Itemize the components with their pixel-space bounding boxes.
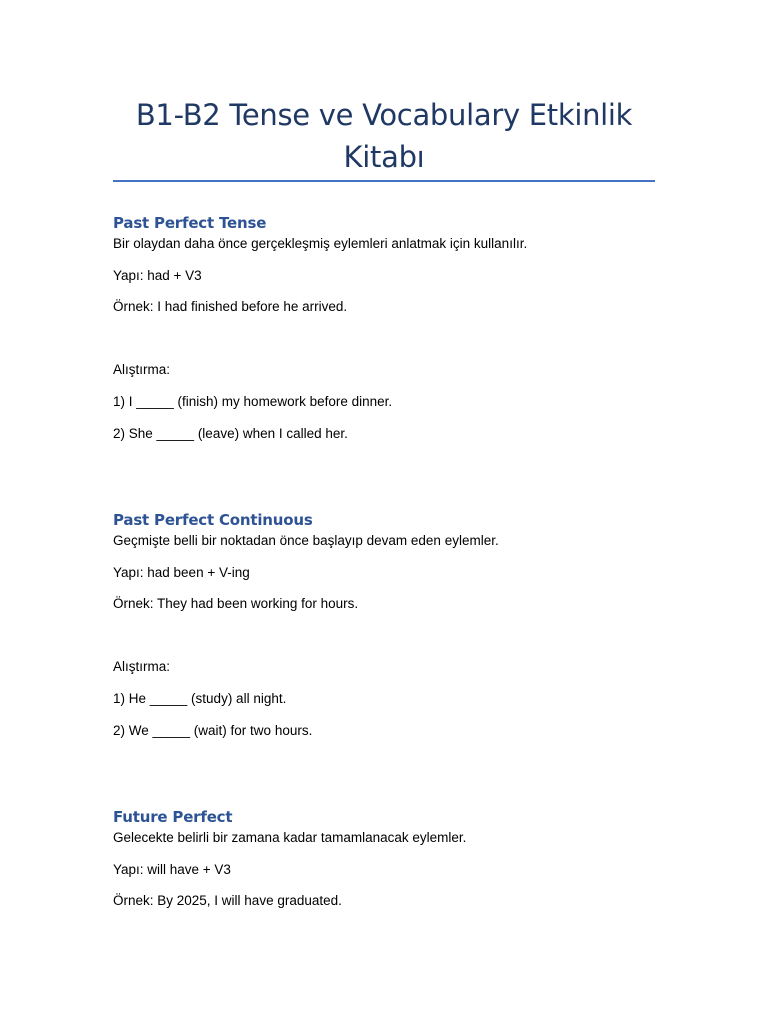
section-structure: Yapı: will have + V3 [113,861,231,877]
section-heading: Future Perfect [113,808,233,826]
section-example: Örnek: By 2025, I will have graduated. [113,893,342,909]
section-example: Örnek: They had been working for hours. [113,596,359,612]
section-structure: Yapı: had been + V-ing [113,564,250,580]
exercise-item: 2) We _____ (wait) for two hours. [113,722,313,738]
section-past-perfect [113,213,673,457]
section-past-perfect-continuous [113,510,673,754]
document-title: B1-B2 Tense ve Vocabulary Etkinlik Kitabı [135,98,633,174]
section-example: Örnek: I had finished before he arrived. [113,299,348,315]
exercise-item: 1) I _____ (finish) my homework before dinner. [113,393,393,409]
section-heading: Past Perfect Tense [113,214,267,232]
exercise-label: Alıştırma: [113,362,171,378]
section-description: Geçmişte belli bir noktadan önce başlayıp devam eden eylemler. [113,533,499,548]
exercise-item: 2) She _____ (leave) when I called her. [113,425,348,441]
section-description: Bir olaydan daha önce gerçekleşmiş eylemleri anlatmak için kullanılır. [113,236,528,251]
spacer [113,628,673,660]
exercise-item: 1) He _____ (study) all night. [113,690,287,706]
exercise-label: Alıştırma: [113,659,171,675]
section-future-perfect [113,807,673,925]
section-description: Gelecekte belirli bir zamana kadar tamamlanacak eylemler. [113,830,467,845]
spacer [113,331,673,363]
section-structure: Yapı: had + V3 [113,267,202,283]
title-underline [113,180,655,182]
section-heading: Past Perfect Continuous [113,511,313,529]
